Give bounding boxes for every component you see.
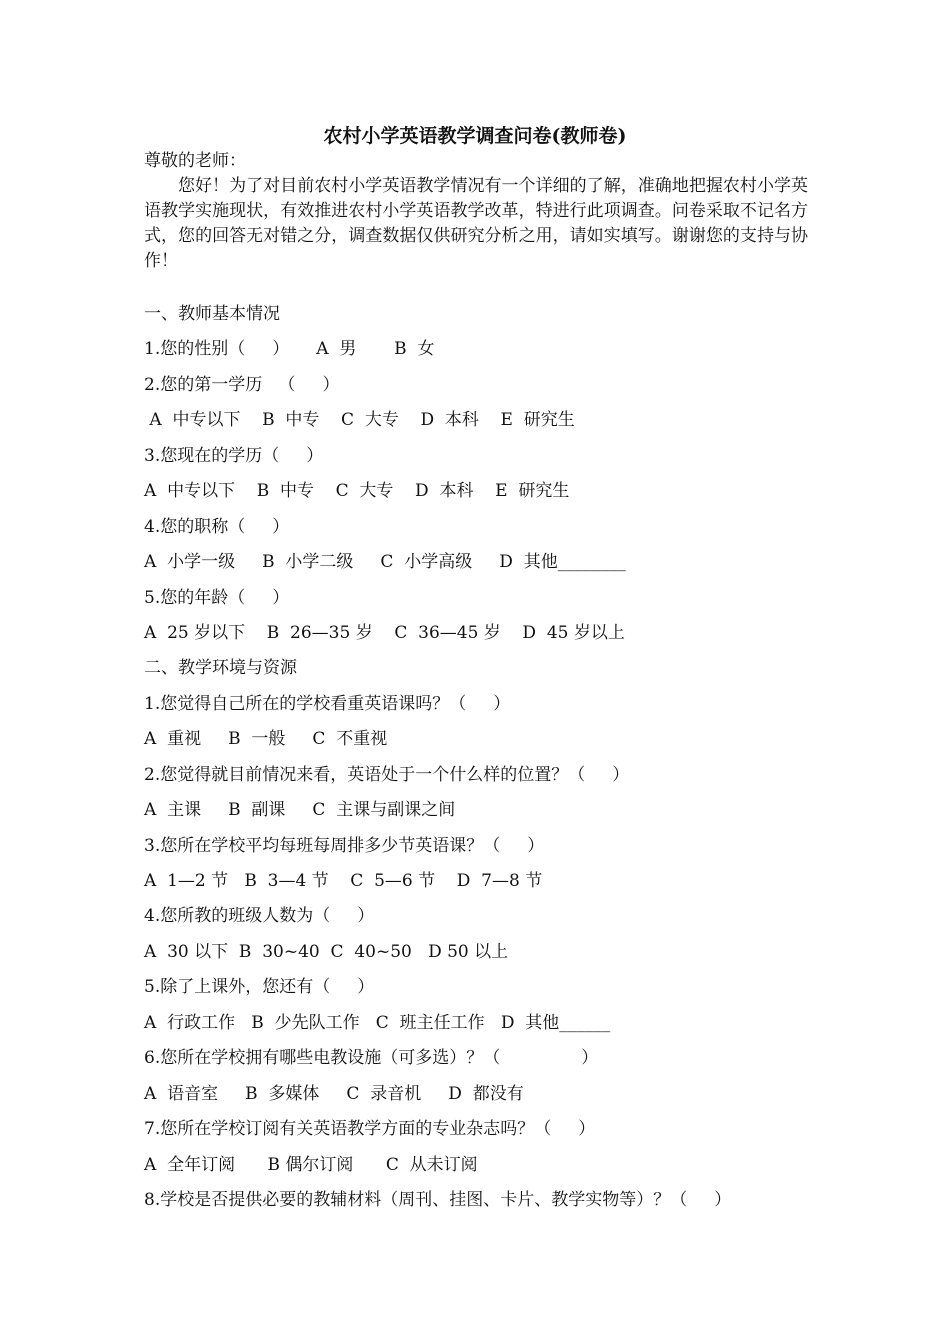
questionnaire-line: 3.您现在的学历（ ） <box>144 445 324 466</box>
questionnaire-line: 2.您的第一学历 （ ） <box>144 374 340 395</box>
questionnaire-line: 7.您所在学校订阅有关英语教学方面的专业杂志吗？（ ） <box>144 1119 596 1140</box>
questionnaire-line: 3.您所在学校平均每班每周排多少节英语课？（ ） <box>144 835 545 856</box>
questionnaire-line: 一、教师基本情况 <box>144 304 280 324</box>
questionnaire-line: A 小学一级 B 小学二级 C 小学高级 D 其他________ <box>144 552 626 573</box>
document-title: 农村小学英语教学调查问卷(教师卷) <box>323 125 627 147</box>
questionnaire-line: A 重视 B 一般 C 不重视 <box>144 729 388 750</box>
salutation: 尊敬的老师： <box>144 151 246 171</box>
questionnaire-line: A 25 岁以下 B 26—35 岁 C 36—45 岁 D 45 岁以上 <box>144 622 625 643</box>
questionnaire-line: A 语音室 B 多媒体 C 录音机 D 都没有 <box>144 1083 524 1104</box>
questionnaire-line: 4.您所教的班级人数为（ ） <box>144 906 375 927</box>
questionnaire-line: 二、教学环境与资源 <box>144 658 297 679</box>
questionnaire-line: A 行政工作 B 少先队工作 C 班主任工作 D 其他______ <box>144 1012 611 1033</box>
questionnaire-line: A 中专以下 B 中专 C 大专 D 本科 E 研究生 <box>144 481 570 502</box>
questionnaire-line: A 1—2 节 B 3—4 节 C 5—6 节 D 7—8 节 <box>144 871 543 891</box>
questionnaire-line: A 30 以下 B 30~40 C 40~50 D 50 以上 <box>144 941 509 962</box>
questionnaire-line: 5.除了上课外，您还有（ ） <box>144 977 375 998</box>
questionnaire-line: 1.您的性别（ ） A 男 B 女 <box>144 339 435 360</box>
questionnaire-line: 5.您的年龄（ ） <box>144 587 290 608</box>
intro-paragraph: 您好！为了对目前农村小学英语教学情况有一个详细的了解，准确地把握农村小学英语教学实施现状，有效推进农村小学英语教学改革，特进行此项调查。问卷采取不记名方式，您的回答无对错之分，调查数据仅供研究分析之用，请如实填写。谢谢您的支持与协作！ <box>144 176 808 271</box>
questionnaire-line: A 主课 B 副课 C 主课与副课之间 <box>144 800 456 821</box>
questionnaire-line: A 全年订阅 B 偶尔订阅 C 从未订阅 <box>144 1154 478 1175</box>
questionnaire-line: 4.您的职称（ ） <box>144 516 290 537</box>
questionnaire-body <box>144 297 824 1218</box>
questionnaire-line: 8.学校是否提供必要的教辅材料（周刊、挂图、卡片、教学实物等）？（ ） <box>144 1189 732 1210</box>
questionnaire-line: 1.您觉得自己所在的学校看重英语课吗？（ ） <box>144 693 511 714</box>
questionnaire-line: A 中专以下 B 中专 C 大专 D 本科 E 研究生 <box>144 410 575 431</box>
questionnaire-line: 6.您所在学校拥有哪些电教设施（可多选）？（ ） <box>144 1048 599 1069</box>
questionnaire-line: 2.您觉得就目前情况来看，英语处于一个什么样的位置？（ ） <box>144 764 630 785</box>
